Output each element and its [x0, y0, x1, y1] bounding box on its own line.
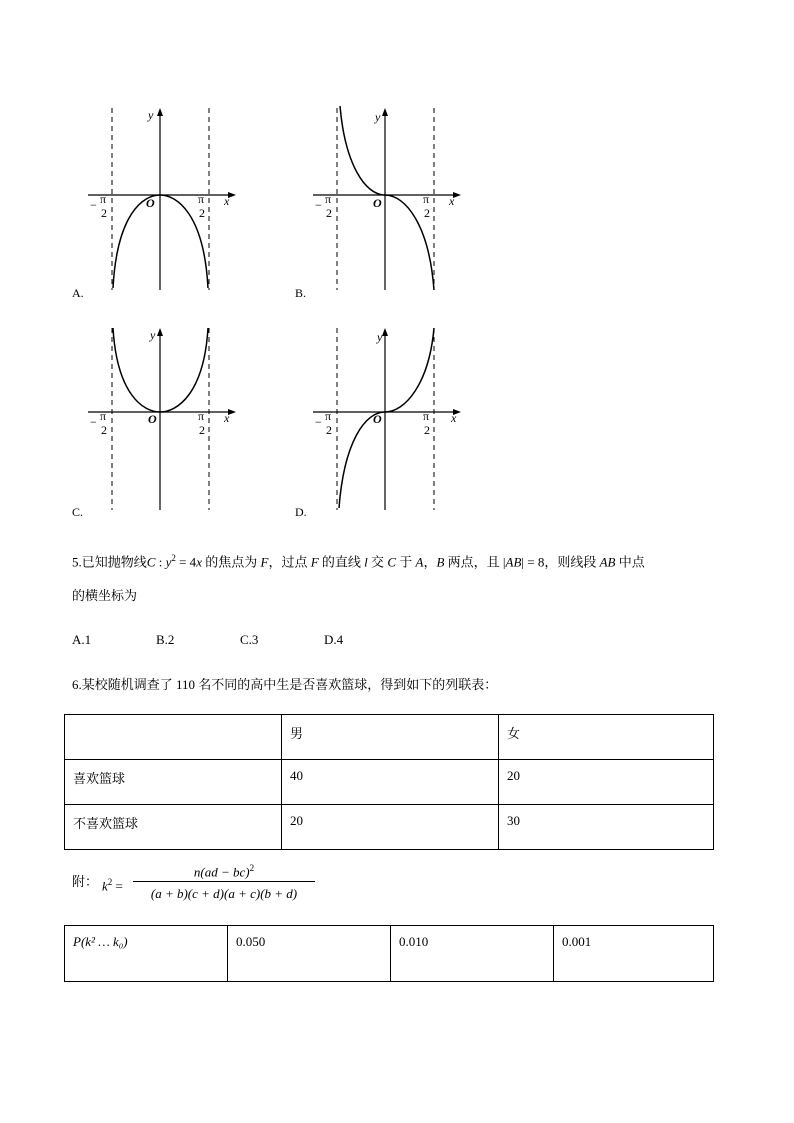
neg-sign: − — [315, 415, 322, 429]
table-header-row — [65, 715, 714, 760]
formula-num-text: n(ad − bc) — [193, 864, 250, 880]
table-cell: 0.010 — [391, 926, 554, 982]
q5-math: y — [165, 554, 172, 570]
q5-text: = 4 — [175, 554, 197, 570]
y-axis-label: y — [148, 108, 154, 122]
q5-text: ， — [423, 554, 437, 570]
q5-text: 中点 — [615, 554, 645, 570]
origin-label: O — [373, 196, 382, 210]
table-cell: 不喜欢篮球 — [65, 805, 282, 850]
pos-pi: π — [423, 192, 430, 206]
pos-den: 2 — [199, 423, 205, 437]
origin-label: O — [146, 196, 155, 210]
question-5-line-1 — [72, 548, 645, 572]
question-6-text: 6.某校随机调查了 110 名不同的高中生是否喜欢篮球，得到如下的列联表： — [72, 677, 498, 692]
pos-den: 2 — [424, 206, 430, 220]
q5-math: F — [310, 554, 319, 570]
q5-math: x — [196, 554, 202, 570]
table-cell: 30 — [499, 805, 714, 850]
q5-math: F — [260, 554, 269, 570]
q5-text: 的直线 — [318, 554, 365, 570]
formula-k-sup: 2 — [107, 877, 113, 887]
table-cell: P(k² … k₀) — [65, 926, 228, 982]
q5-math: C — [146, 554, 156, 570]
x-axis-label: x — [224, 194, 230, 208]
table-cell: 女 — [499, 715, 714, 760]
graph-d-svg — [313, 324, 463, 512]
neg-den: 2 — [101, 423, 107, 437]
origin-label: O — [148, 412, 157, 426]
table-cell: 男 — [282, 715, 499, 760]
graph-b-svg — [313, 104, 463, 292]
table-cell: 20 — [282, 805, 499, 850]
neg-sign: − — [315, 198, 322, 212]
q5-text: 于 — [395, 554, 416, 570]
x-axis-label: x — [224, 411, 230, 425]
neg-den: 2 — [326, 206, 332, 220]
x-axis-label: x — [451, 411, 457, 425]
pos-pi: π — [198, 409, 205, 423]
q5-math: l — [364, 554, 368, 570]
neg-sign: − — [90, 415, 97, 429]
q5-text: 交 — [367, 554, 388, 570]
q5-sup: 2 — [171, 553, 176, 563]
q5-text: : — [155, 554, 166, 570]
x-axis-label: x — [449, 194, 455, 208]
table-cell — [65, 715, 282, 760]
contingency-table — [64, 714, 714, 850]
graph-a-label: A. — [72, 286, 84, 300]
neg-sign: − — [90, 198, 97, 212]
table-cell: 40 — [282, 760, 499, 805]
graph-d — [313, 324, 463, 512]
table-cell: 20 — [499, 760, 714, 805]
formula-equals: = — [115, 878, 123, 894]
question-5-choices — [72, 630, 408, 650]
formula-prefix: 附： — [72, 874, 99, 889]
table-row — [65, 760, 714, 805]
neg-pi: π — [325, 409, 332, 423]
origin-label: O — [373, 412, 382, 426]
q5-text: 两点，且 | — [444, 554, 506, 570]
neg-pi: π — [100, 192, 107, 206]
q5-math: C — [387, 554, 396, 570]
q5-math: A — [415, 554, 424, 570]
y-axis-label: y — [377, 330, 383, 344]
graph-b — [313, 104, 463, 292]
formula-lhs — [102, 872, 123, 896]
q5-math: B — [436, 554, 445, 570]
neg-den: 2 — [326, 423, 332, 437]
table-cell: 0.050 — [228, 926, 391, 982]
question-5-line-2: 的横坐标为 — [72, 588, 138, 603]
graph-c-svg — [88, 324, 238, 512]
pos-den: 2 — [199, 206, 205, 220]
graph-a-svg — [88, 104, 238, 292]
neg-pi: π — [100, 409, 107, 423]
probability-table — [64, 925, 714, 982]
y-axis-label: y — [150, 328, 156, 342]
choice-b[interactable]: B.2 — [156, 632, 175, 647]
table-row — [65, 926, 714, 982]
table-cell: 0.001 — [554, 926, 714, 982]
q5-text: 5.已知抛物线 — [72, 554, 147, 570]
pos-pi: π — [198, 192, 205, 206]
table-row — [65, 805, 714, 850]
graph-c — [88, 324, 238, 512]
q5-text: 的焦点为 — [201, 554, 261, 570]
q5-text: | = 8，则线段 — [521, 554, 600, 570]
formula-num-sup: 2 — [249, 863, 255, 873]
graph-d-label: D. — [295, 505, 307, 519]
graph-a — [88, 104, 238, 292]
neg-pi: π — [325, 192, 332, 206]
neg-den: 2 — [101, 206, 107, 220]
formula-numerator — [133, 858, 315, 882]
table-cell: 喜欢篮球 — [65, 760, 282, 805]
q5-text: ，过点 — [268, 554, 311, 570]
graph-c-label: C. — [72, 505, 84, 519]
q5-math: AB — [505, 554, 522, 570]
pos-den: 2 — [424, 423, 430, 437]
choice-d[interactable]: D.4 — [324, 632, 344, 647]
formula-denominator: (a + b)(c + d)(a + c)(b + d) — [150, 886, 298, 901]
formula-k: k — [102, 878, 108, 894]
choice-c[interactable]: C.3 — [240, 632, 259, 647]
q5-math: AB — [599, 554, 616, 570]
choice-a[interactable]: A.1 — [72, 632, 92, 647]
pos-pi: π — [423, 409, 430, 423]
fraction-bar — [133, 881, 315, 882]
graph-b-label: B. — [295, 286, 307, 300]
y-axis-label: y — [375, 110, 381, 124]
